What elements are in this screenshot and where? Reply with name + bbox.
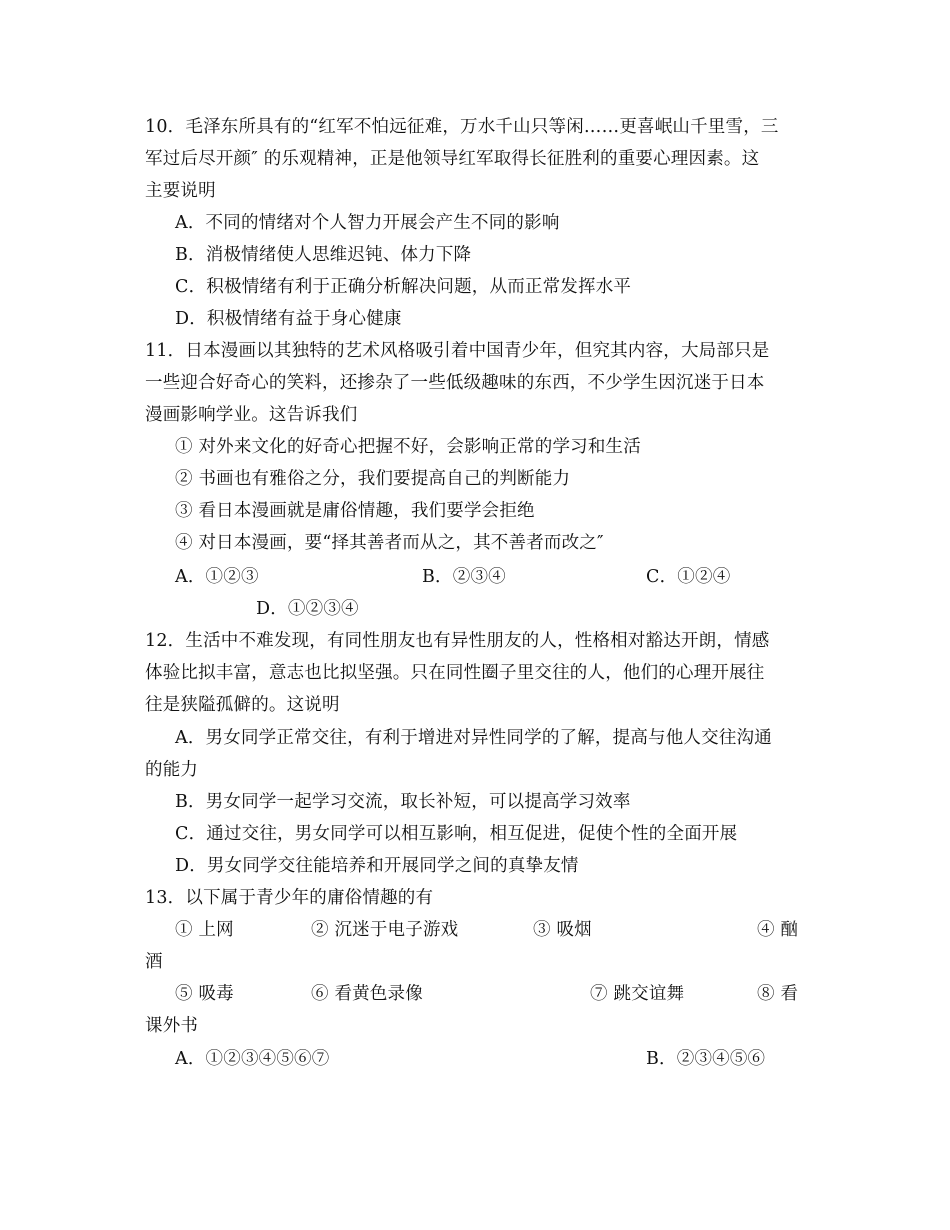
q13-item-5: ⑤ 吸毒 [175,984,234,1004]
q10-option-b: B．消极情绪使人思维迟钝、体力下降 [175,245,472,265]
q13-item-8: ⑧ 看 [757,984,799,1004]
q10-stem-line-1: 10．毛泽东所具有的“红军不怕远征难，万水千山只等闲……更喜岷山千里雪，三 [145,117,779,137]
q13-item-2: ② 沉迷于电子游戏 [311,920,459,940]
q12-option-c: C．通过交往，男女同学可以相互影响，相互促进，促使个性的全面开展 [175,824,738,844]
q10-stem-line-3: 主要说明 [145,181,216,201]
q12-option-a-line-1: A．男女同学正常交往，有利于增进对异性同学的了解，提高与他人交往沟通 [175,728,772,748]
q13-option-a: A．①②③④⑤⑥⑦ [175,1049,330,1069]
q11-item-3: ③ 看日本漫画就是庸俗情趣，我们要学会拒绝 [175,501,535,521]
q10-stem-line-2: 军过后尽开颜″ 的乐观精神，正是他领导红军取得长征胜利的重要心理因素。这 [145,149,760,169]
q11-stem-line-1: 11．日本漫画以其独特的艺术风格吸引着中国青少年，但究其内容，大局部只是 [145,341,770,361]
q13-item-8-continued: 课外书 [145,1016,199,1036]
q13-item-4: ④ 酗 [757,920,799,940]
q10-option-c: C．积极情绪有利于正确分析解决问题，从而正常发挥水平 [175,277,632,297]
q10-option-d: D．积极情绪有益于身心健康 [175,309,402,329]
q12-stem-line-1: 12．生活中不难发现，有同性朋友也有异性朋友的人，性格相对豁达开朗，情感 [145,631,770,651]
q11-stem-line-3: 漫画影响学业。这告诉我们 [145,405,358,425]
q10-option-a: A．不同的情绪对个人智力开展会产生不同的影响 [175,213,560,233]
q13-item-1: ① 上网 [175,920,234,940]
q11-option-a: A．①②③ [175,567,259,587]
q13-item-6: ⑥ 看黄色录像 [311,984,423,1004]
q12-option-d: D．男女同学交往能培养和开展同学之间的真挚友情 [175,856,579,876]
q12-stem-line-2: 体验比拟丰富，意志也比拟坚强。只在同性圈子里交往的人，他们的心理开展往 [145,663,765,683]
q12-stem-line-3: 往是狭隘孤僻的。这说明 [145,695,340,715]
q12-option-b: B．男女同学一起学习交流，取长补短，可以提高学习效率 [175,792,631,812]
q11-option-b: B．②③④ [422,567,506,587]
q11-option-c: C．①②④ [646,567,731,587]
q13-item-3: ③ 吸烟 [533,920,592,940]
q11-item-2: ② 书画也有雅俗之分，我们要提高自己的判断能力 [175,469,571,489]
q13-option-b: B．②③④⑤⑥ [646,1049,766,1069]
q11-item-4: ④ 对日本漫画，要“择其善者而从之，其不善者而改之″ [175,533,604,553]
q13-stem: 13．以下属于青少年的庸俗情趣的有 [145,888,434,908]
q13-item-4-continued: 酒 [145,952,163,972]
q11-item-1: ① 对外来文化的好奇心把握不好，会影响正常的学习和生活 [175,437,641,457]
q12-option-a-line-2: 的能力 [145,760,199,780]
q11-option-d: D．①②③④ [256,599,359,619]
q13-item-7: ⑦ 跳交谊舞 [590,984,685,1004]
q11-stem-line-2: 一些迎合好奇心的笑料，还掺杂了一些低级趣味的东西，不少学生因沉迷于日本 [145,373,765,393]
